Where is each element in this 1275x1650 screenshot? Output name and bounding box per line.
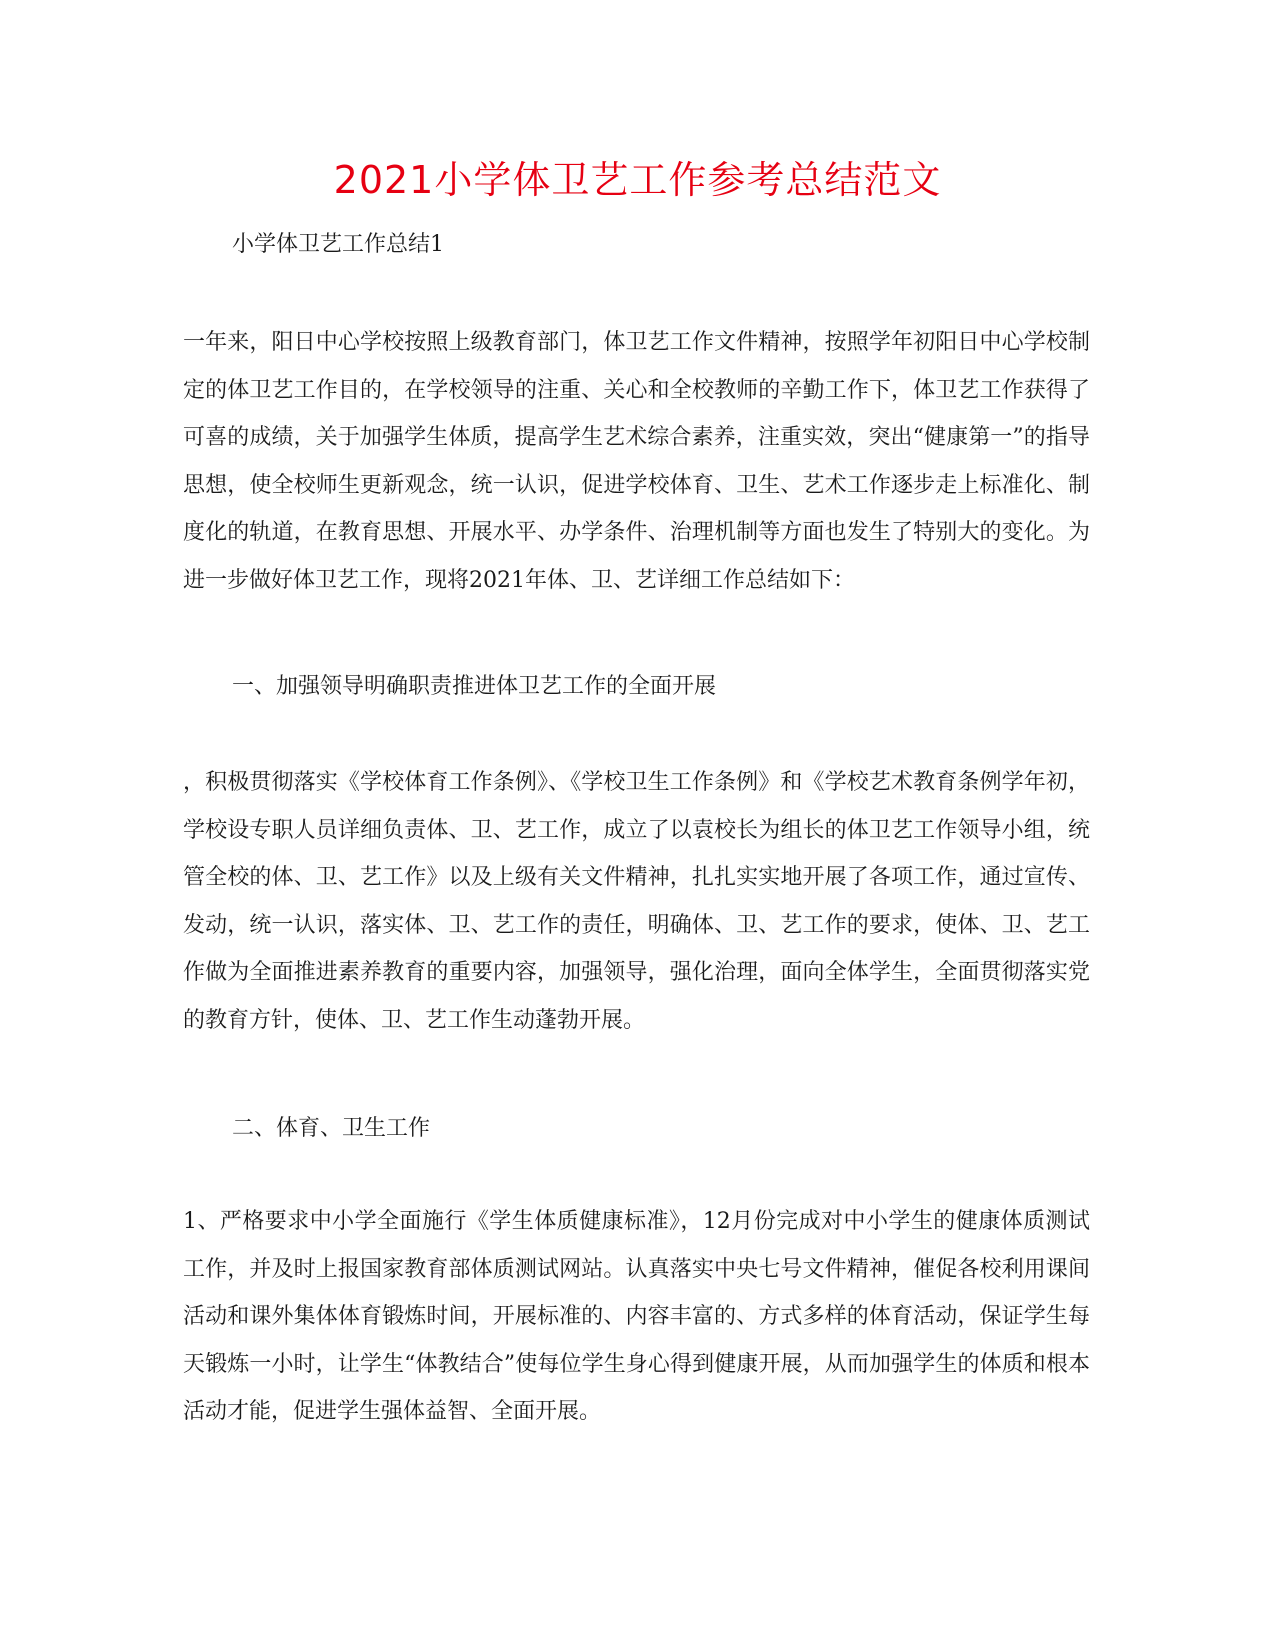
section-heading-leadership: 一、加强领导明确职责推进体卫艺工作的全面开展 [232,674,717,699]
document-title: 2021小学体卫艺工作参考总结范文 [333,158,942,202]
paragraph-sports-health: 1、严格要求中小学全面施行《学生体质健康标准》，12月份完成对中小学生的健康体质测试工作，并及时上报国家教育部体质测试网站。认真落实中央七号文件精神，催促各校利用课间活动和课外集体体育锻炼时间，开展标准的、内容丰富的、方式多样的体育活动，保证学生每天锻炼一小时，让学生“体教结合”使每位学生身心得到健康开展，从而加强学生的体质和根本活动才能，促进学生强体益智、全面开展。 [183,1209,1090,1424]
document-subtitle: 小学体卫艺工作总结1 [232,232,444,257]
paragraph-intro: 一年来，阳日中心学校按照上级教育部门，体卫艺工作文件精神，按照学年初阳日中心学校制定的体卫艺工作目的，在学校领导的注重、关心和全校教师的辛勤工作下，体卫艺工作获得了可喜的成绩，关于加强学生体质，提高学生艺术综合素养，注重实效，突出“健康第一”的指导思想，使全校师生更新观念，统一认识，促进学校体育、卫生、艺术工作逐步走上标准化、制度化的轨道，在教育思想、开展水平、办学条件、治理机制等方面也发生了特别大的变化。为进一步做好体卫艺工作，现将2021年体、卫、艺详细工作总结如下： [183,330,1090,593]
paragraph-leadership: ，积极贯彻落实《学校体育工作条例》、《学校卫生工作条例》和《学校艺术教育条例学年初，学校设专职人员详细负责体、卫、艺工作，成立了以袁校长为组长的体卫艺工作领导小组，统管全校的体、卫、艺工作》以及上级有关文件精神，扎扎实实地开展了各项工作，通过宣传、发动，统一认识，落实体、卫、艺工作的责任，明确体、卫、艺工作的要求，使体、卫、艺工作做为全面推进素养教育的重要内容，加强领导，强化治理，面向全体学生，全面贯彻落实党的教育方针，使体、卫、艺工作生动蓬勃开展。 [183,770,1090,1033]
section-heading-sports-health: 二、体育、卫生工作 [232,1116,431,1141]
